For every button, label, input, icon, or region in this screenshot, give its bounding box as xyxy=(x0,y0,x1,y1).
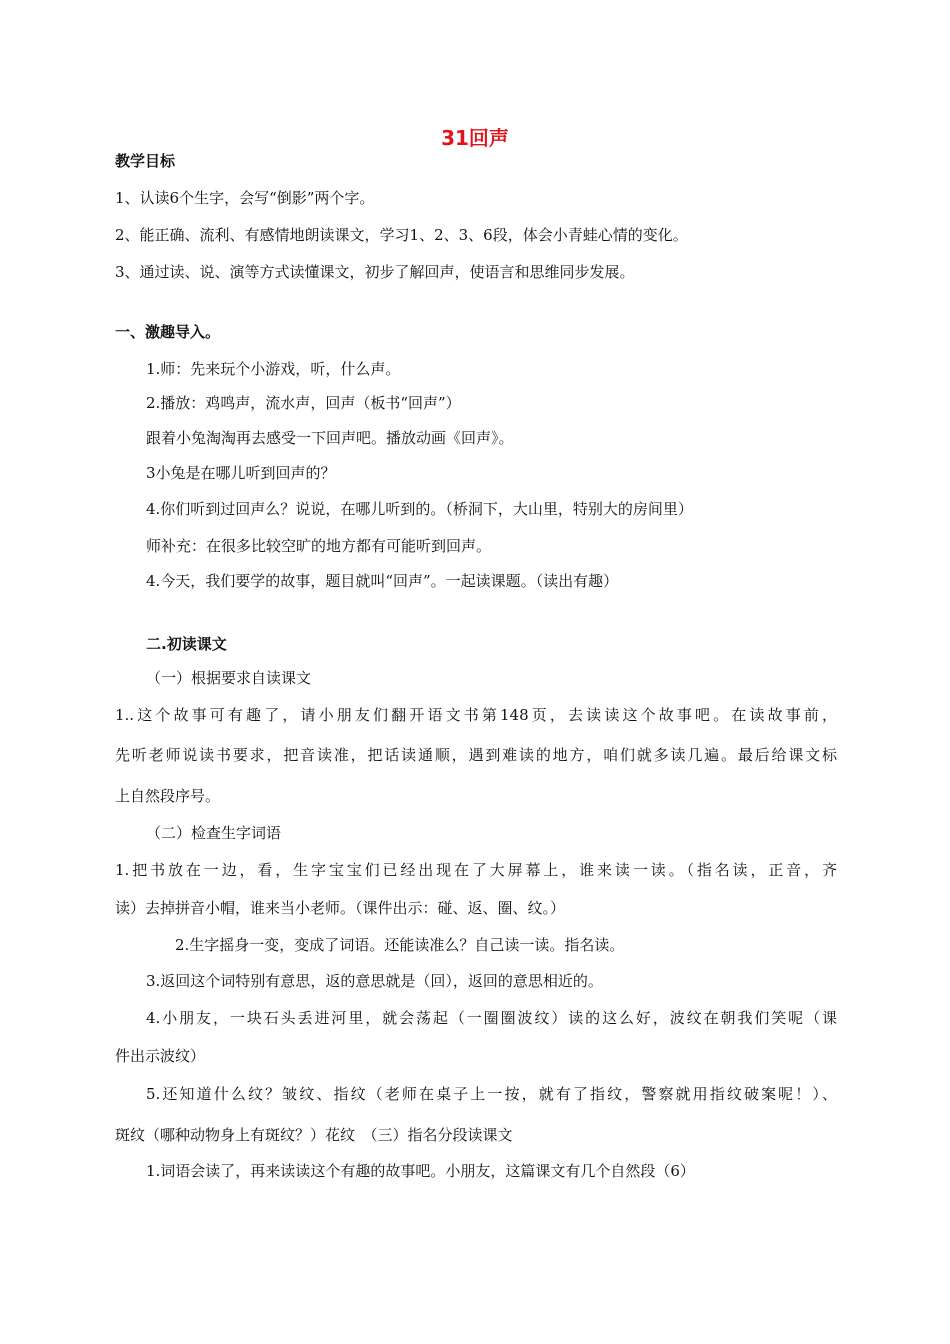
section2-paragraph-line: 斑纹（哪种动物身上有斑纹？）花纹 （三）指名分段读课文 xyxy=(115,1126,513,1144)
section2-paragraph-line: 1..这个故事可有趣了，请小朋友们翻开语文书第148页，去读读这个故事吧。在读故事前， xyxy=(115,706,837,724)
section1-line: 3小兔是在哪儿听到回声的？ xyxy=(146,464,336,482)
section2-paragraph-line: 1.把书放在一边，看，生字宝宝们已经出现在了大屏幕上，谁来读一读。（指名读，正音，齐 xyxy=(115,861,837,879)
section1-heading: 一、激趣导入。 xyxy=(115,323,221,341)
section2-paragraph-line: 3.返回这个词特别有意思，返的意思就是（回），返回的意思相近的。 xyxy=(146,972,603,990)
objective-item: 2、能正确、流利、有感情地朗读课文，学习1、2、3、6段，体会小青蛙心情的变化。 xyxy=(115,226,688,244)
section1-line: 师补充：在很多比较空旷的地方都有可能听到回声。 xyxy=(146,537,492,555)
objective-item: 3、通过读、说、演等方式读懂课文，初步了解回声，使语言和思维同步发展。 xyxy=(115,263,635,281)
section1-line: 4.今天，我们要学的故事，题目就叫“回声”。一起读课题。（读出有趣） xyxy=(146,572,619,590)
section2-heading: 二.初读课文 xyxy=(146,635,227,653)
section1-line: 4.你们听到过回声么？说说，在哪儿听到的。（桥洞下，大山里，特别大的房间里） xyxy=(146,500,693,518)
section2-paragraph-line: 先听老师说读书要求，把音读准，把话读通顺，遇到难读的地方，咱们就多读几遍。最后给课文标 xyxy=(115,746,837,764)
section1-line: 1.师：先来玩个小游戏，听，什么声。 xyxy=(146,360,401,378)
section2-paragraph-line: 5.还知道什么纹？皱纹、指纹（老师在桌子上一按，就有了指纹，警察就用指纹破案呢！）、 xyxy=(146,1085,837,1103)
section2-subheading: （一）根据要求自读课文 xyxy=(146,669,312,687)
objectives-heading: 教学目标 xyxy=(115,152,176,170)
section2-subheading: （二）检查生字词语 xyxy=(146,824,282,842)
section2-paragraph-line: 1.词语会读了，再来读读这个有趣的故事吧。小朋友，这篇课文有几个自然段（6） xyxy=(146,1162,695,1180)
section2-paragraph-line: 读）去掉拼音小帽，谁来当小老师。（课件出示：碰、返、圈、纹。） xyxy=(115,899,566,917)
document-title: 31回声 xyxy=(441,126,509,150)
objective-item: 1、认读6个生字，会写“倒影”两个字。 xyxy=(115,189,375,207)
section2-paragraph-line: 上自然段序号。 xyxy=(115,787,221,805)
section2-paragraph-line: 件出示波纹） xyxy=(115,1047,206,1065)
section1-line: 2.播放：鸡鸣声，流水声，回声（板书“回声”） xyxy=(146,394,461,412)
section2-paragraph-line: 4.小朋友，一块石头丢进河里，就会荡起（一圈圈波纹）读的这么好，波纹在朝我们笑呢（课 xyxy=(146,1009,837,1027)
section2-paragraph-line: 2.生字摇身一变，变成了词语。还能读准么？自己读一读。指名读。 xyxy=(175,936,625,954)
section1-line: 跟着小兔淘淘再去感受一下回声吧。播放动画《回声》。 xyxy=(146,429,514,447)
